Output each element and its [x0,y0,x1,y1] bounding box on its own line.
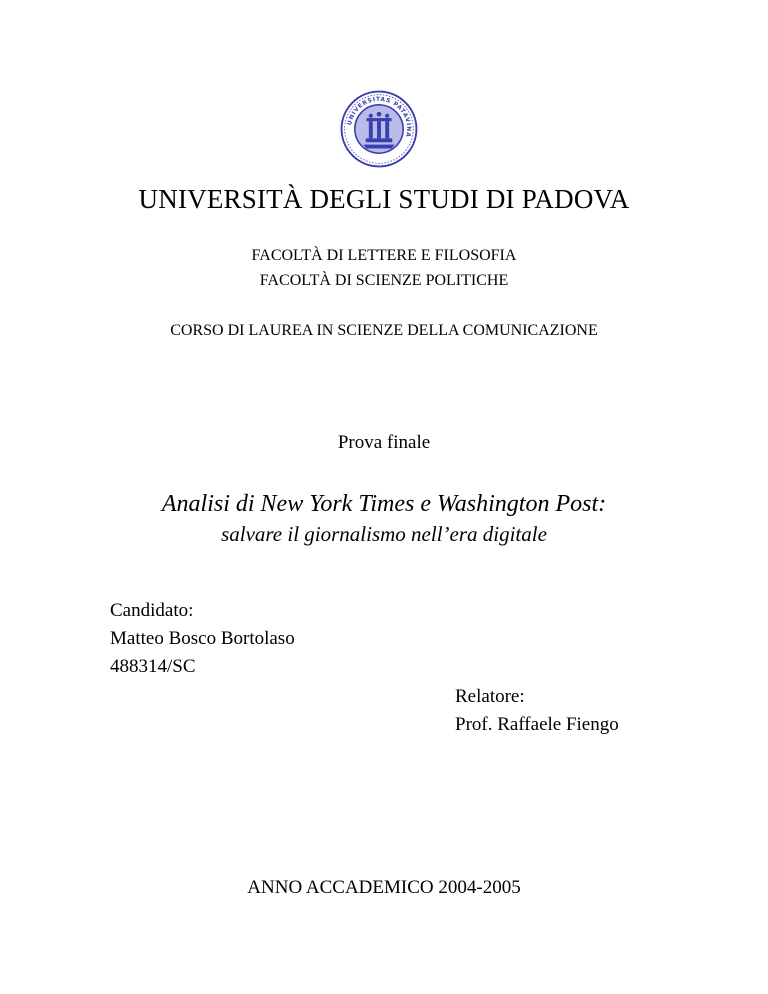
exam-type: Prova finale [337,432,431,453]
academic-year: ANNO ACCADEMICO 2004-2005 [247,877,521,898]
candidate-label: Candidato: [110,600,194,621]
candidate-id: 488314/SC [110,656,196,677]
degree-course: CORSO DI LAUREA IN SCIENZE DELLA COMUNICAZIONE [170,322,598,339]
faculty-letters: FACOLTÀ DI LETTERE E FILOSOFIA [251,247,517,264]
supervisor-label: Relatore: [455,686,525,707]
faculty-political-science: FACOLTÀ DI SCIENZE POLITICHE [259,272,509,289]
university-name: UNIVERSITÀ DEGLI STUDI DI PADOVA [138,184,630,214]
supervisor-block [455,683,619,739]
candidate-name: Matteo Bosco Bortolaso [110,628,295,649]
university-seal-icon [340,90,418,168]
candidate-block [110,597,295,681]
svg-text:UNIVERSITAS PATAVINA: UNIVERSITAS PATAVINA [347,96,412,138]
thesis-title-line-2: salvare il giornalismo nell’era digitale [221,522,547,546]
thesis-title-line-1: Analisi di New York Times e Washington Post: [161,491,607,517]
supervisor-name: Prof. Raffaele Fiengo [455,714,619,735]
